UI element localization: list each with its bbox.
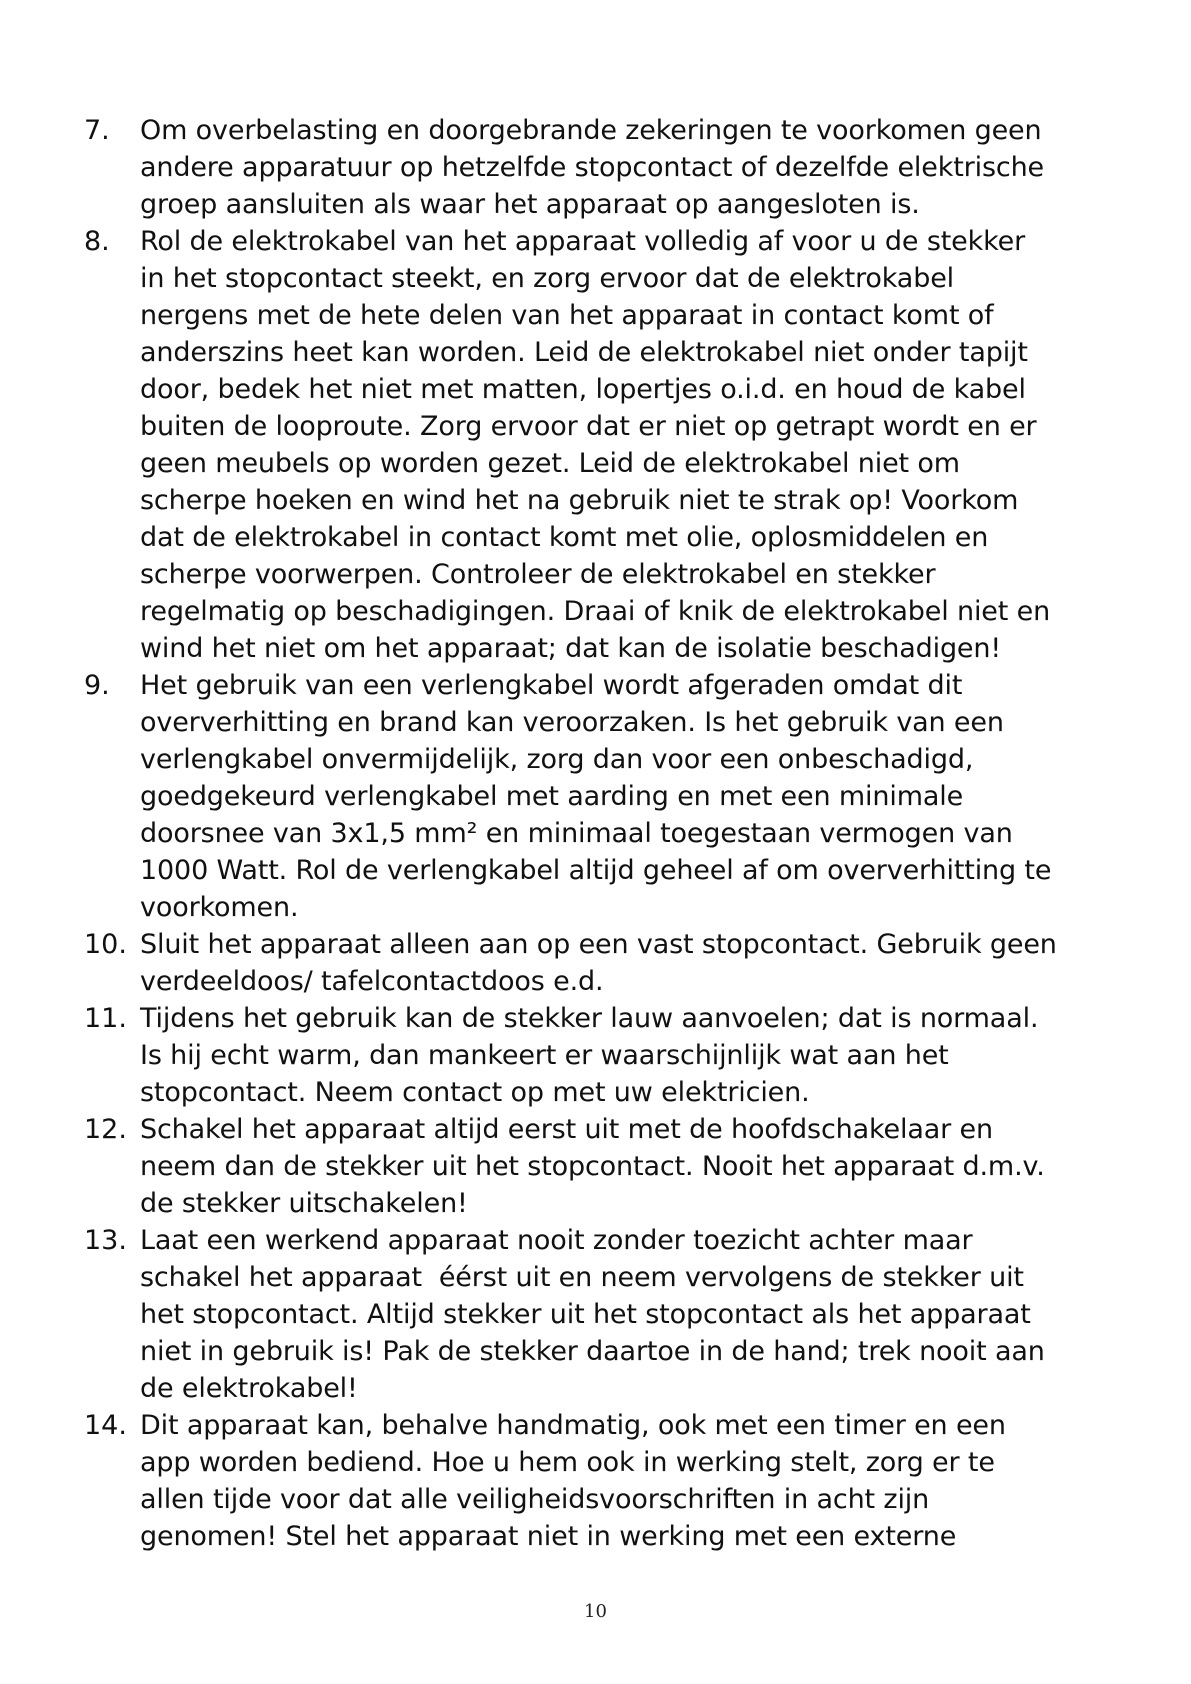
list-item-8 [84, 223, 1124, 667]
item-text [140, 667, 1124, 926]
page-number: 10 [584, 1601, 607, 1622]
text-line: in het stopcontact steekt, en zorg ervoor dat de elektrokabel [140, 263, 955, 294]
text-line: genomen! Stel het apparaat niet in werking met een externe [140, 1521, 957, 1552]
text-line: neem dan de stekker uit het stopcontact. Nooit het apparaat d.m.v. [140, 1151, 1045, 1182]
item-number: 9. [84, 670, 110, 701]
list-item-14 [84, 1407, 1124, 1555]
item-number: 10. [84, 929, 127, 960]
item-text [140, 1407, 1124, 1555]
item-number: 12. [84, 1114, 127, 1145]
text-line: Rol de elektrokabel van het apparaat volledig af voor u de stekker [140, 226, 1026, 257]
text-line: de stekker uitschakelen! [140, 1188, 468, 1219]
text-line: groep aansluiten als waar het apparaat op aangesloten is. [140, 189, 920, 220]
text-line: dat de elektrokabel in contact komt met olie, oplosmiddelen en [140, 522, 989, 553]
text-line: de elektrokabel! [140, 1373, 358, 1404]
text-line: nergens met de hete delen van het apparaat in contact komt of [140, 300, 994, 331]
text-line: verdeeldoos/ tafelcontactdoos e.d. [140, 966, 604, 997]
item-number: 8. [84, 226, 110, 257]
text-line: Is hij echt warm, dan mankeert er waarschijnlijk wat aan het [140, 1040, 949, 1071]
text-line: andere apparatuur op hetzelfde stopcontact of dezelfde elektrische [140, 152, 1044, 183]
text-line: Schakel het apparaat altijd eerst uit met de hoofdschakelaar en [140, 1114, 993, 1145]
list-item-10 [84, 926, 1124, 1000]
text-line: oververhitting en brand kan veroorzaken. Is het gebruik van een [140, 707, 1004, 738]
text-line: app worden bediend. Hoe u hem ook in werking stelt, zorg er te [140, 1447, 995, 1478]
item-text [140, 1111, 1124, 1222]
item-text [140, 1000, 1124, 1111]
text-line: verlengkabel onvermijdelijk, zorg dan voor een onbeschadigd, [140, 744, 974, 775]
text-line: niet in gebruik is! Pak de stekker daartoe in de hand; trek nooit aan [140, 1336, 1045, 1367]
list-item-12 [84, 1111, 1124, 1222]
item-text [140, 1222, 1124, 1407]
text-line: stopcontact. Neem contact op met uw elektricien. [140, 1077, 810, 1108]
text-line: Laat een werkend apparaat nooit zonder toezicht achter maar [140, 1225, 973, 1256]
text-line: allen tijde voor dat alle veiligheidsvoorschriften in acht zijn [140, 1484, 930, 1515]
text-line: wind het niet om het apparaat; dat kan de isolatie beschadigen! [140, 633, 1002, 664]
text-line: scherpe hoeken en wind het na gebruik niet te strak op! Voorkom [140, 485, 1019, 516]
item-text [140, 112, 1124, 223]
text-line: goedgekeurd verlengkabel met aarding en met een minimale [140, 781, 964, 812]
instruction-list [84, 112, 1124, 1555]
text-line: Sluit het apparaat alleen aan op een vast stopcontact. Gebruik geen [140, 929, 1057, 960]
text-line: door, bedek het niet met matten, lopertjes o.i.d. en houd de kabel [140, 374, 1026, 405]
text-line: regelmatig op beschadigingen. Draai of knik de elektrokabel niet en [140, 596, 1051, 627]
text-line: scherpe voorwerpen. Controleer de elektrokabel en stekker [140, 559, 936, 590]
item-text [140, 223, 1124, 667]
text-line: Het gebruik van een verlengkabel wordt afgeraden omdat dit [140, 670, 963, 701]
text-line: buiten de looproute. Zorg ervoor dat er niet op getrapt wordt en er [140, 411, 1037, 442]
text-line: geen meubels op worden gezet. Leid de elektrokabel niet om [140, 448, 960, 479]
text-line: Dit apparaat kan, behalve handmatig, ook met een timer en een [140, 1410, 1006, 1441]
text-line: Om overbelasting en doorgebrande zekeringen te voorkomen geen [140, 115, 1042, 146]
text-line: voorkomen. [140, 892, 299, 923]
text-line: 1000 Watt. Rol de verlengkabel altijd geheel af om oververhitting te [140, 855, 1052, 886]
text-line: doorsnee van 3x1,5 mm² en minimaal toegestaan vermogen van [140, 818, 1013, 849]
item-text [140, 926, 1124, 1000]
item-number: 14. [84, 1410, 127, 1441]
item-number: 7. [84, 115, 110, 146]
list-item-9 [84, 667, 1124, 926]
text-line: schakel het apparaat éérst uit en neem vervolgens de stekker uit [140, 1262, 1024, 1293]
text-line: het stopcontact. Altijd stekker uit het stopcontact als het apparaat [140, 1299, 1031, 1330]
item-number: 11. [84, 1003, 127, 1034]
list-item-13 [84, 1222, 1124, 1407]
list-item-11 [84, 1000, 1124, 1111]
text-line: Tijdens het gebruik kan de stekker lauw aanvoelen; dat is normaal. [140, 1003, 1039, 1034]
list-item-7 [84, 112, 1124, 223]
text-line: anderszins heet kan worden. Leid de elektrokabel niet onder tapijt [140, 337, 1028, 368]
item-number: 13. [84, 1225, 127, 1256]
